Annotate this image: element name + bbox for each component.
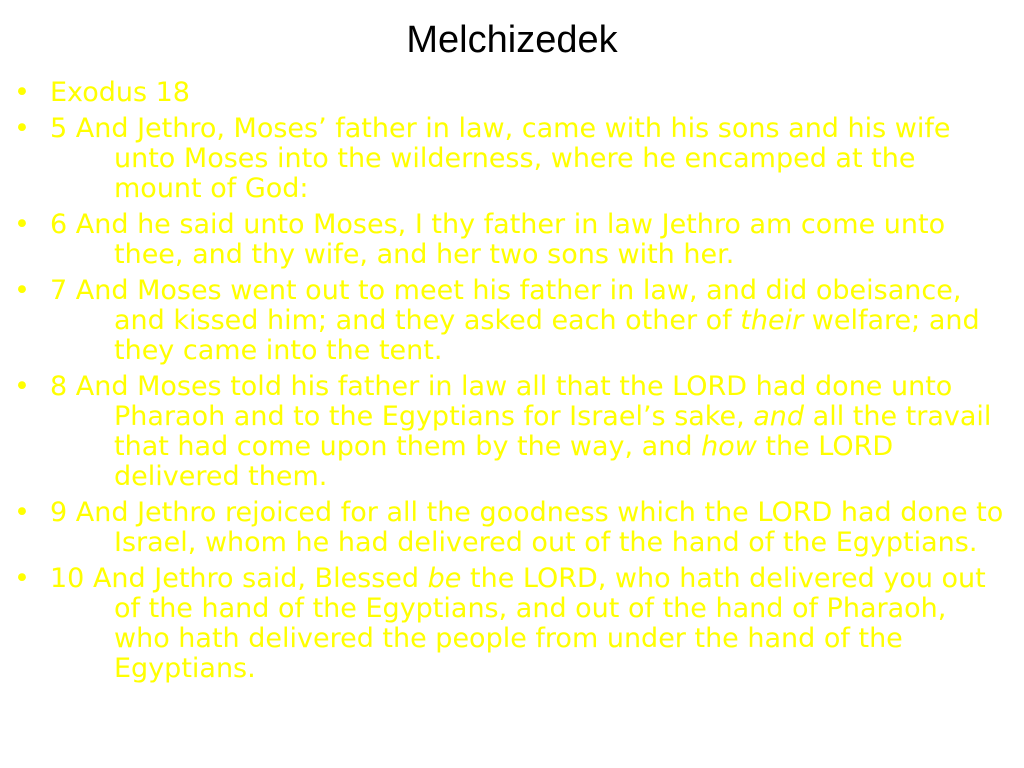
bullet-marker: • (14, 113, 30, 144)
bullet-marker: • (14, 77, 30, 108)
bullet-text: 7 And Moses went out to meet his father in law, and did obeisance, and kissed him; and they asked each other of (50, 275, 962, 336)
slide-title: Melchizedek (406, 19, 618, 61)
italic-text: be (427, 563, 462, 594)
bullet-text: the LORD delivered them. (114, 431, 894, 492)
bullet-text: all the travail that had come upon them by the way, and (114, 401, 992, 462)
bullet-item (0, 210, 1010, 270)
bullet-item (0, 564, 1010, 684)
bullet-text: the LORD, who hath delivered you out of the hand of the Egyptians, and out of the hand of Pharaoh, who hath delivered the people from under the hand of the Egyptians. (114, 563, 986, 684)
italic-text: and (753, 401, 805, 432)
italic-text: how (701, 431, 757, 462)
italic-text: their (740, 305, 804, 336)
bullet-marker: • (14, 275, 30, 306)
bullet-item (0, 114, 1010, 204)
bullet-marker: • (14, 209, 30, 240)
bullet-item (0, 276, 1010, 366)
bullet-text: 10 And Jethro said, Blessed (50, 563, 428, 594)
bullet-marker: • (14, 497, 30, 528)
bullet-item (0, 78, 1010, 108)
bullet-text: 5 And Jethro, Moses’ father in law, came with his sons and his wife unto Moses into the wilderness, where he encamped at the mount of God: (50, 113, 951, 204)
bullet-text: Exodus 18 (50, 77, 190, 108)
bullet-marker: • (14, 563, 30, 594)
bullet-text: welfare; and they came into the tent. (114, 305, 980, 366)
bullet-text: 9 And Jethro rejoiced for all the goodness which the LORD had done to Israel, whom he had delivered out of the hand of the Egyptians. (50, 497, 1004, 558)
bullet-list (0, 78, 1010, 690)
bullet-marker: • (14, 371, 30, 402)
bullet-item (0, 498, 1010, 558)
bullet-text: 6 And he said unto Moses, I thy father in law Jethro am come unto thee, and thy wife, and her two sons with her. (50, 209, 946, 270)
bullet-item (0, 372, 1010, 492)
bullet-text: 8 And Moses told his father in law all that the LORD had done unto Pharaoh and to the Egyptians for Israel’s sake, (50, 371, 953, 432)
